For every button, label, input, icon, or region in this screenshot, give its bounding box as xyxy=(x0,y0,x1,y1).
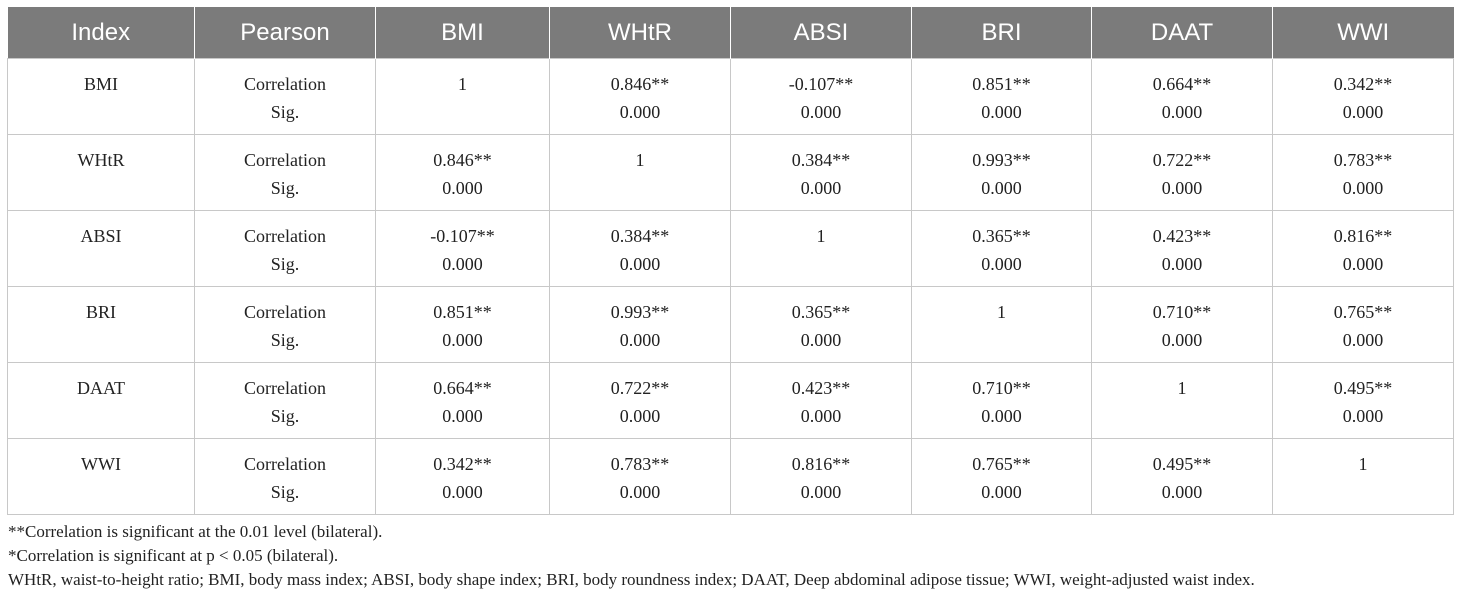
correlation-value: 0.664** xyxy=(433,378,492,398)
sig-value: 0.000 xyxy=(981,178,1022,198)
correlation-value: 1 xyxy=(997,302,1006,322)
row-index-cell xyxy=(8,363,195,439)
sig-value: 0.000 xyxy=(442,330,483,350)
correlation-value: 0.423** xyxy=(791,378,851,398)
correlation-cell xyxy=(1273,59,1454,135)
correlation-cell xyxy=(376,135,550,211)
sig-label: Sig. xyxy=(270,482,300,502)
row-index-label: ABSI xyxy=(80,226,122,246)
header-wwi: WWI xyxy=(1273,7,1454,59)
correlation-value: 0.722** xyxy=(610,378,670,398)
pearson-label-cell xyxy=(195,135,376,211)
correlation-label: Correlation xyxy=(244,226,326,246)
pearson-label-cell xyxy=(195,287,376,363)
sig-label: Sig. xyxy=(270,330,300,350)
correlation-cell xyxy=(376,59,550,135)
table-row xyxy=(8,287,1454,363)
header-pearson: Pearson xyxy=(195,7,376,59)
sig-value: 0.000 xyxy=(619,330,661,350)
sig-value: 0.000 xyxy=(1342,330,1384,350)
pearson-label-cell xyxy=(195,439,376,515)
sig-value: 0.000 xyxy=(619,254,661,274)
correlation-value: 0.664** xyxy=(1152,74,1212,94)
correlation-cell xyxy=(1273,439,1454,515)
correlation-cell xyxy=(912,287,1092,363)
correlation-value: 0.993** xyxy=(610,302,670,322)
correlation-cell xyxy=(731,59,912,135)
sig-value: 0.000 xyxy=(1342,406,1384,426)
correlation-value: 0.384** xyxy=(610,226,670,246)
sig-value: 0.000 xyxy=(619,482,661,502)
sig-value: 0.000 xyxy=(800,330,842,350)
sig-value: 0.000 xyxy=(981,482,1022,502)
correlation-cell xyxy=(731,135,912,211)
sig-value: 0.000 xyxy=(442,482,483,502)
correlation-value: 0.816** xyxy=(1333,226,1393,246)
correlation-table xyxy=(7,7,1454,515)
correlation-value: 0.423** xyxy=(1152,226,1212,246)
table-body xyxy=(8,59,1454,515)
row-index-label: BRI xyxy=(85,302,116,322)
correlation-value: 1 xyxy=(1358,454,1368,474)
footnote-abbreviations: WHtR, waist-to-height ratio; BMI, body mass index; ABSI, body shape index; BRI, body roundness index; DAAT, Deep abdominal adipose tissue; WWI, weight-adjusted waist index. xyxy=(8,570,1255,589)
sig-value: 0.000 xyxy=(619,406,661,426)
sig-value: 0.000 xyxy=(981,102,1022,122)
footnote-significance-001: **Correlation is significant at the 0.01 level (bilateral). xyxy=(8,522,383,541)
correlation-cell xyxy=(376,287,550,363)
correlation-cell xyxy=(731,211,912,287)
sig-value: 0.000 xyxy=(1342,178,1384,198)
correlation-value: 0.710** xyxy=(972,378,1031,398)
correlation-value: 0.993** xyxy=(972,150,1031,170)
sig-value: 0.000 xyxy=(800,178,842,198)
table-row xyxy=(8,211,1454,287)
sig-label: Sig. xyxy=(270,178,300,198)
correlation-value: 0.342** xyxy=(433,454,492,474)
correlation-table-container xyxy=(7,7,1453,515)
correlation-cell xyxy=(731,363,912,439)
correlation-cell xyxy=(376,439,550,515)
correlation-cell xyxy=(1092,439,1273,515)
row-index-label: WWI xyxy=(81,454,121,474)
correlation-value: 1 xyxy=(635,150,645,170)
correlation-value: 0.384** xyxy=(791,150,851,170)
footnote-significance-005: *Correlation is significant at p < 0.05 (bilateral). xyxy=(8,546,339,565)
correlation-cell xyxy=(550,211,731,287)
correlation-value: 0.816** xyxy=(791,454,851,474)
sig-value: 0.000 xyxy=(1342,102,1384,122)
correlation-cell xyxy=(1092,363,1273,439)
table-row xyxy=(8,363,1454,439)
correlation-cell xyxy=(1092,59,1273,135)
correlation-value: 1 xyxy=(816,226,826,246)
sig-value: 0.000 xyxy=(1161,254,1203,274)
pearson-label-cell xyxy=(195,59,376,135)
correlation-cell xyxy=(912,439,1092,515)
sig-value xyxy=(1092,402,1272,430)
sig-value: 0.000 xyxy=(1161,330,1203,350)
correlation-value: 0.342** xyxy=(1333,74,1393,94)
pearson-label-cell xyxy=(195,363,376,439)
table-footnotes xyxy=(8,520,1255,592)
correlation-value: 0.846** xyxy=(610,74,670,94)
correlation-value: 0.846** xyxy=(433,150,492,170)
sig-value: 0.000 xyxy=(1161,178,1203,198)
correlation-label: Correlation xyxy=(244,454,326,474)
correlation-value: 0.851** xyxy=(433,302,492,322)
correlation-value: 0.783** xyxy=(610,454,670,474)
header-index: Index xyxy=(8,7,195,59)
correlation-cell xyxy=(912,363,1092,439)
correlation-value: 0.765** xyxy=(1333,302,1393,322)
correlation-label: Correlation xyxy=(244,378,326,398)
correlation-value: 0.722** xyxy=(1152,150,1212,170)
sig-value xyxy=(912,326,1091,354)
sig-value: 0.000 xyxy=(442,406,483,426)
sig-value: 0.000 xyxy=(800,102,842,122)
correlation-cell xyxy=(550,59,731,135)
correlation-cell xyxy=(912,59,1092,135)
correlation-cell xyxy=(1092,211,1273,287)
correlation-cell xyxy=(376,211,550,287)
sig-value xyxy=(731,250,911,278)
table-row xyxy=(8,59,1454,135)
row-index-label: WHtR xyxy=(77,150,125,170)
correlation-cell xyxy=(1092,287,1273,363)
sig-value: 0.000 xyxy=(442,254,483,274)
header-absi: ABSI xyxy=(731,7,912,59)
sig-value: 0.000 xyxy=(981,254,1022,274)
sig-value: 0.000 xyxy=(619,102,661,122)
sig-label: Sig. xyxy=(270,406,300,426)
header-bri: BRI xyxy=(912,7,1092,59)
sig-value: 0.000 xyxy=(442,178,483,198)
table-row xyxy=(8,439,1454,515)
correlation-cell xyxy=(731,287,912,363)
sig-value xyxy=(376,98,549,126)
correlation-cell xyxy=(376,363,550,439)
correlation-label: Correlation xyxy=(244,74,326,94)
sig-label: Sig. xyxy=(270,102,300,122)
correlation-cell xyxy=(912,135,1092,211)
correlation-label: Correlation xyxy=(244,302,326,322)
correlation-cell xyxy=(1273,135,1454,211)
sig-value: 0.000 xyxy=(800,482,842,502)
correlation-label: Correlation xyxy=(244,150,326,170)
table-row xyxy=(8,135,1454,211)
row-index-label: DAAT xyxy=(77,378,125,398)
table-header xyxy=(8,7,1454,59)
correlation-value: 0.365** xyxy=(791,302,851,322)
header-row xyxy=(8,7,1454,59)
correlation-cell xyxy=(550,363,731,439)
row-index-cell xyxy=(8,59,195,135)
correlation-cell xyxy=(550,439,731,515)
correlation-value: 0.851** xyxy=(972,74,1031,94)
correlation-cell xyxy=(550,287,731,363)
correlation-cell xyxy=(731,439,912,515)
sig-label: Sig. xyxy=(270,254,300,274)
sig-value: 0.000 xyxy=(800,406,842,426)
correlation-value: 1 xyxy=(1177,378,1187,398)
correlation-value: 0.495** xyxy=(1333,378,1393,398)
sig-value: 0.000 xyxy=(1342,254,1384,274)
row-index-cell xyxy=(8,287,195,363)
sig-value: 0.000 xyxy=(1161,102,1203,122)
correlation-cell xyxy=(1273,363,1454,439)
header-daat: DAAT xyxy=(1092,7,1273,59)
correlation-value: 0.765** xyxy=(972,454,1031,474)
correlation-cell xyxy=(1273,211,1454,287)
correlation-cell xyxy=(550,135,731,211)
pearson-label-cell xyxy=(195,211,376,287)
correlation-value: 0.365** xyxy=(972,226,1031,246)
row-index-cell xyxy=(8,211,195,287)
correlation-cell xyxy=(912,211,1092,287)
header-whtr: WHtR xyxy=(550,7,731,59)
row-index-cell xyxy=(8,135,195,211)
correlation-value: 0.783** xyxy=(1333,150,1393,170)
correlation-cell xyxy=(1273,287,1454,363)
sig-value: 0.000 xyxy=(1161,482,1203,502)
correlation-value: 0.710** xyxy=(1152,302,1212,322)
correlation-value: 0.495** xyxy=(1152,454,1212,474)
correlation-value: 1 xyxy=(458,74,467,94)
row-index-label: BMI xyxy=(83,74,118,94)
correlation-value: -0.107** xyxy=(430,226,495,246)
sig-value: 0.000 xyxy=(981,406,1022,426)
sig-value xyxy=(550,174,730,202)
row-index-cell xyxy=(8,439,195,515)
sig-value xyxy=(1273,478,1453,506)
header-bmi: BMI xyxy=(376,7,550,59)
correlation-cell xyxy=(1092,135,1273,211)
correlation-value: -0.107** xyxy=(788,74,854,94)
